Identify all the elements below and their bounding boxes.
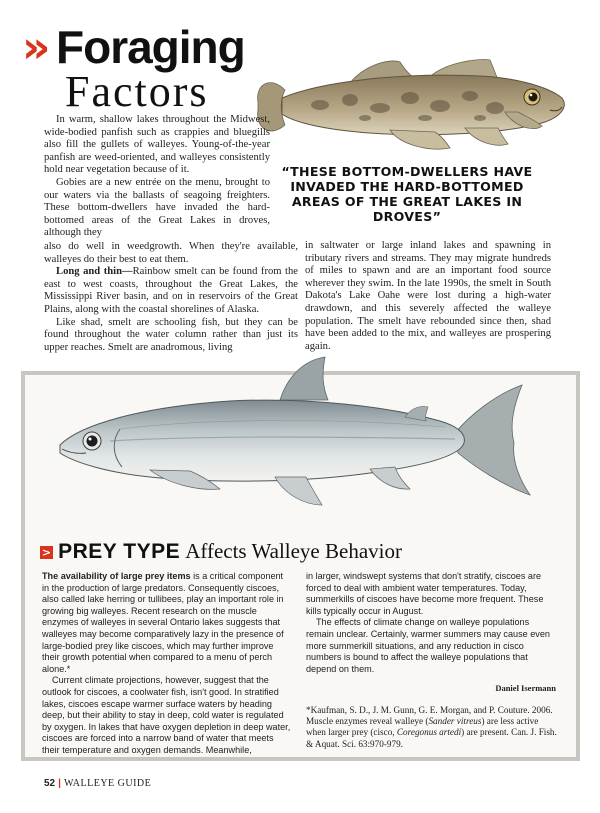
sidebar-paragraph: in larger, windswept systems that don't stratify, ciscoes are forced to deal with ambient water temperatures. Today, summerkills of ciscoes have become more frequent. These kills typically occur in August. [306,571,544,616]
pull-quote: “THESE BOTTOM-DWELLERS HAVE INVADED THE HARD-BOTTOMED AREAS OF THE GREAT LAKES IN DROVES” [281,164,533,224]
sidebar-column-right [306,571,558,675]
sidebar-paragraph: Current climate projections, however, suggest that the outlook for ciscoes, a coolwater fish, isn't good. In stratified lakes, ciscoes escape warmer surface waters by heading deep, but their ability to stay in deep, cold water is regulated by oxygen. In lakes that have oxygen depletion in deep water, ciscoes are forced into a narrow band of water that meets their temperature and oxygen demands. Meanwhile, [42,675,291,755]
publication-name: WALLEYE GUIDE [63,778,152,789]
sidebar-lead-in: The availability of large prey items [42,571,191,581]
sidebar-title-bold: PREY TYPE [58,540,181,563]
sidebar-title-rest: Affects Walleye Behavior [185,539,402,563]
article-column-left-top [44,114,270,240]
article-paragraph: Like shad, smelt are schooling fish, but they can be found throughout the water column rather than just its upper reaches. Smelt are anadromous, living [44,316,298,353]
sidebar-paragraph: The effects of climate change on walleye populations remain unclear. Certainly, warmer summers may cause even more summerkill situations, and any reduction in cisco numbers is bound to affect the walleye populations that depend on them. [306,617,550,674]
headline-word-foraging: Foraging [56,21,245,73]
chevron-double-icon: » [22,22,45,73]
page-number: 52 [44,778,56,789]
sidebar-paragraph: The availability of large prey items is a critical component in the production of large predators. Consequently ciscoes, also called lake herring or tullibees, play an important role in growing big walleyes. Recent research on the muscle enzymes of walleyes in several Ontario lakes suggests that walleyes may become comparatively lazy in the presence of large-bodied prey like ciscoes, which may further improve their growth potential when compared to a menu of perch alone.* [42,571,284,674]
footer-separator: | [58,778,61,789]
sidebar-title [40,539,402,564]
article-subhead: Long and thin— [56,266,133,278]
chevron-right-icon: > [41,546,52,559]
smelt-fish-illustration [50,355,550,535]
article-column-right [305,240,551,353]
article-paragraph: in saltwater or large inland lakes and spawning in tributary rivers and streams. They may migrate hundreds of miles to spawn and are an important food source wherever they swim. In the late 1990s, the smelt in South Dakota's Lake Oahe were lost during a high-water drawdown, and this severely affected the walleye population. The smelt have rebounded since then, shad have been added to the mix, and walleyes are prospering again. [305,240,551,352]
reference-footnote: *Kaufman, S. D., J. M. Gunn, G. E. Morgan, and P. Couture. 2006. Muscle enzymes reveal walleye (Sander vitreus) are less active when larger prey (cisco, Coregonus artedi) are present. Can. J. Fish. & Aquat. Sci. 63:970-979. [306,705,557,749]
article-paragraph: also do well in weedgrowth. When they're available, walleyes do their best to eat them. [44,241,298,265]
goby-fish-illustration [250,50,580,162]
headline-word-factors: Factors [65,67,209,116]
author-byline: Daniel Isermann [495,683,556,693]
article-paragraph: In warm, shallow lakes throughout the Midwest, wide-bodied panfish such as crappies and bluegills also fill the gullets of walleyes. Young-of-the-year panfish are weed-oriented, and walleyes consistently hold near vegetation because of it. [44,114,270,176]
sidebar-column-left [42,571,292,757]
article-column-left-bottom [44,241,298,354]
article-paragraph: Long and thin—Rainbow smelt can be found from the east to west coasts, throughout the Great Lakes, the Mississippi River basin, and on in reservoirs of the Great Plains, along with the coastal shorelines of Alaska. [44,266,299,315]
article-paragraph: Gobies are a new entrée on the menu, brought to our waters via the ballasts of seagoing freighters. These bottom-dwellers have invaded the hard-bottomed areas of the Great Lakes in droves, although they [44,176,270,239]
page-footer [44,778,151,789]
